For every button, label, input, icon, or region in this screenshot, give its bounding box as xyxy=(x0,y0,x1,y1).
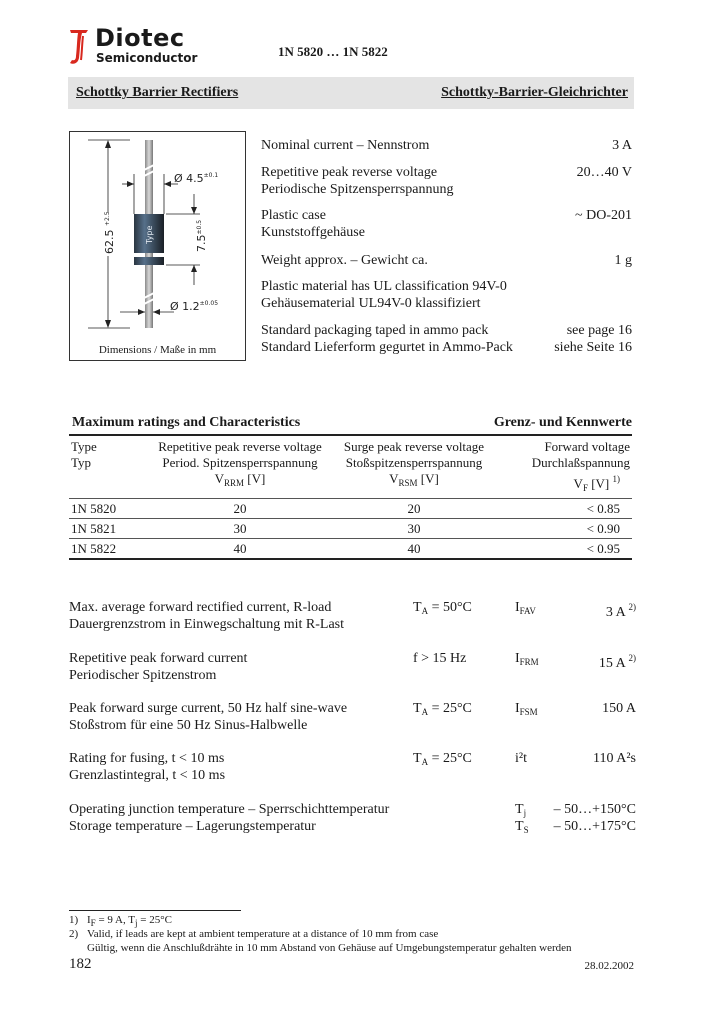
title-banner xyxy=(68,77,634,109)
cell-type: 1N 5822 xyxy=(69,539,153,560)
spec-value: ~ DO-201 xyxy=(575,208,632,223)
body-diameter-dimension: Ø $4.5^{\pm 0.1}$ xyxy=(174,172,219,185)
spec-label: Plastic material has UL classification 94V-0 xyxy=(261,279,507,294)
title-german: Schottky-Barrier-Gleichrichter xyxy=(441,85,628,100)
spec-label-de: Kunststoffgehäuse xyxy=(261,225,365,240)
param-surge-current xyxy=(69,700,636,734)
ratings-title: Maximum ratings and Characteristics xyxy=(72,415,301,430)
spec-label: Plastic case xyxy=(261,208,326,223)
param-symbol: $T_j$ xyxy=(515,802,527,818)
brand-name: Diotec xyxy=(95,24,185,52)
diode-outline-drawing xyxy=(70,132,245,340)
param-label-de: Dauergrenzstrom in Einwegschaltung mit R-Last xyxy=(69,617,345,632)
header-label-de: Durchlaßspannung xyxy=(531,455,630,470)
param-fusing-rating xyxy=(69,750,636,784)
header-label-de: Stoßspitzensperrspannung xyxy=(345,455,483,470)
param-label: Peak forward surge current, 50 Hz half sine-wave xyxy=(69,701,348,716)
header-label: Forward voltage xyxy=(544,439,630,454)
spec-nominal-current xyxy=(261,137,632,154)
param-label: Repetitive peak forward current xyxy=(69,651,248,666)
param-label: Max. average forward rectified current, R-load xyxy=(69,600,332,615)
param-symbol: $T_S$ xyxy=(515,819,529,835)
title-english: Schottky Barrier Rectifiers xyxy=(76,85,239,100)
header-symbol: $V_F$ [V] $^{1)}$ xyxy=(573,474,620,493)
lead-diameter-dimension: Ø $1.2^{\pm 0.05}$ xyxy=(170,300,219,313)
spec-value: 20…40 V xyxy=(576,165,632,180)
header-symbol: $V_{RSM}$ [V] xyxy=(389,471,439,488)
brand-subtitle: Semiconductor xyxy=(96,51,198,65)
spec-label: Weight approx. – Gewicht ca. xyxy=(261,253,428,268)
header-label-de: Typ xyxy=(71,455,92,470)
param-value: 3 A $^{2)}$ xyxy=(605,602,636,620)
spec-value: 1 g xyxy=(614,253,632,268)
cell-vrsm: 30 xyxy=(327,519,501,539)
param-symbol: $I_{FRM}$ xyxy=(515,651,539,667)
param-repetitive-forward-current xyxy=(69,650,636,684)
body-type-label: Type xyxy=(145,225,154,244)
spec-label-de: Periodische Spitzensperrspannung xyxy=(261,182,454,197)
param-condition: $T_A = 25^\circ C$ xyxy=(413,701,472,717)
cell-vrsm: 40 xyxy=(327,539,501,560)
col-vf xyxy=(501,435,632,499)
footnote-2 xyxy=(69,928,438,941)
packaging-page-ref-de: siehe Seite 16 xyxy=(554,340,632,355)
spec-label-de: Gehäusematerial UL94V-0 klassifiziert xyxy=(261,296,481,311)
header-symbol: $V_{RRM}$ [V] xyxy=(214,471,266,488)
cell-vf: < 0.95 xyxy=(501,539,632,560)
col-type xyxy=(69,435,153,499)
cell-vrsm: 20 xyxy=(327,499,501,519)
param-label-de: Periodischer Spitzenstrom xyxy=(69,668,217,683)
param-condition: f > 15 Hz xyxy=(413,651,467,666)
footnote-text: $I_F = 9$ A, $T_j = 25^\circ C$ xyxy=(87,914,172,928)
spec-label: Repetitive peak reverse voltage xyxy=(261,165,438,180)
spec-label: Nominal current – Nennstrom xyxy=(261,138,430,153)
header-label-de: Period. Spitzensperrspannung xyxy=(162,455,318,470)
spec-reverse-voltage xyxy=(261,164,632,198)
param-value: 15 A $^{2)}$ xyxy=(598,653,636,671)
cell-vrrm: 40 xyxy=(153,539,327,560)
page-number: 182 xyxy=(69,956,92,972)
cell-vf: < 0.85 xyxy=(501,499,632,519)
param-value: 110 A²s xyxy=(593,751,636,766)
param-junction-temperature xyxy=(69,801,636,818)
param-label: Rating for fusing, t < 10 ms xyxy=(69,751,225,766)
param-storage-temperature xyxy=(69,818,636,835)
param-symbol: i²t xyxy=(515,751,527,766)
col-vrrm xyxy=(153,435,327,499)
param-avg-forward-current xyxy=(69,599,636,633)
table-row xyxy=(69,519,632,539)
cell-vf: < 0.90 xyxy=(501,519,632,539)
param-value: – 50…+150°C xyxy=(553,802,636,817)
param-label-de: Stoßstrom für eine 50 Hz Sinus-Halbwelle xyxy=(69,718,308,733)
dimension-drawing xyxy=(69,131,246,361)
footnote-2-german xyxy=(69,942,572,955)
table-row xyxy=(69,499,632,519)
diotec-logo-icon xyxy=(68,28,90,66)
col-vrsm xyxy=(327,435,501,499)
packaging-page-ref: see page 16 xyxy=(566,323,632,338)
param-label: Operating junction temperature – Sperrschichttemperatur xyxy=(69,802,390,817)
table-row xyxy=(69,539,632,560)
overall-length-dimension: 62.5 $^{+2.5}$ xyxy=(103,211,116,254)
part-range-title: 1N 5820 … 1N 5822 xyxy=(278,44,388,59)
table-header-row xyxy=(69,435,632,499)
spec-label: Standard packaging taped in ammo pack xyxy=(261,323,489,338)
header-label: Surge peak reverse voltage xyxy=(343,439,485,454)
param-value: – 50…+175°C xyxy=(553,819,636,834)
footnote-text: Valid, if leads are kept at ambient temperature at a distance of 10 mm from case xyxy=(87,928,439,940)
param-value: 150 A xyxy=(602,701,636,716)
cell-vrrm: 20 xyxy=(153,499,327,519)
footnote-marker: 2) xyxy=(69,928,79,940)
footnote-divider xyxy=(69,910,241,911)
param-condition: $T_A = 50^\circ C$ xyxy=(413,600,472,616)
document-date: 28.02.2002 xyxy=(584,960,634,972)
body-length-dimension: $7.5^{\pm 0.5}$ xyxy=(195,219,208,252)
header-label: Repetitive peak reverse voltage xyxy=(158,439,322,454)
spec-value: 3 A xyxy=(612,138,632,153)
footnote-marker: 1) xyxy=(69,914,79,926)
header-label: Type xyxy=(71,439,97,454)
param-symbol: $I_{FAV}$ xyxy=(515,600,536,616)
ratings-title-de: Grenz- und Kennwerte xyxy=(493,415,632,430)
drawing-caption: Dimensions / Maße in mm xyxy=(98,344,217,356)
param-condition: $T_A = 25^\circ C$ xyxy=(413,751,472,767)
cell-type: 1N 5821 xyxy=(69,519,153,539)
spec-value xyxy=(554,322,632,356)
cell-vrrm: 30 xyxy=(153,519,327,539)
spec-weight xyxy=(261,252,632,269)
spec-packaging xyxy=(261,322,632,356)
param-label-de: Grenzlastintegral, t < 10 ms xyxy=(69,768,226,783)
ratings-table xyxy=(69,434,632,560)
spec-case xyxy=(261,207,632,241)
cell-type: 1N 5820 xyxy=(69,499,153,519)
param-symbol: $I_{FSM}$ xyxy=(515,701,538,717)
footnote-text: Gültig, wenn die Anschlußdrähte in 10 mm Abstand von Gehäuse auf Umgebungstemperatur gehalten werden xyxy=(87,942,572,954)
spec-label-de: Standard Lieferform gegurtet in Ammo-Pack xyxy=(261,340,513,355)
param-label: Storage temperature – Lagerungstemperatur xyxy=(69,819,316,834)
spec-ul-classification xyxy=(261,278,632,312)
